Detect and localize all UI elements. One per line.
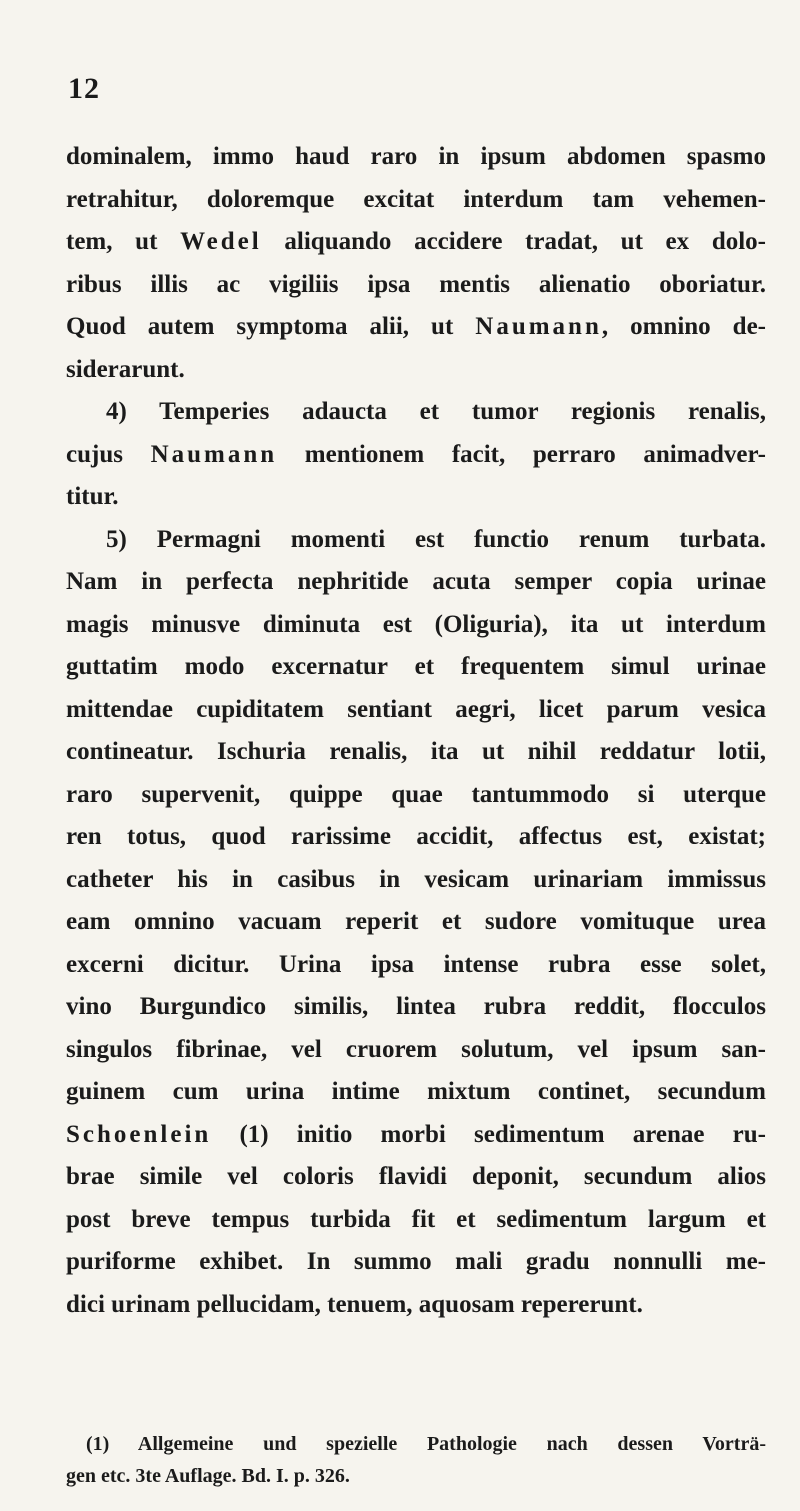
text-line <box>66 1199 766 1242</box>
text-line <box>66 434 766 477</box>
author-name: Naumann <box>475 313 602 340</box>
text-line <box>66 859 766 902</box>
text-run: dici urinam pellucidam, tenuem, aquosam repererunt. <box>66 1290 643 1318</box>
text-line <box>66 731 766 774</box>
text-line <box>66 1029 766 1072</box>
text-run: Quod autem symptoma alii, ut <box>66 313 476 340</box>
text-run: Nam in perfecta nephritide acuta semper copia urinae <box>66 568 766 595</box>
text-run: magis minusve diminuta est (Oliguria), ita ut interdum <box>66 610 766 638</box>
text-run: post breve tempus turbida fit et sedimentum largum et <box>66 1205 766 1233</box>
text-run: mittendae cupiditatem sentiant aegri, licet parum vesica <box>66 695 766 723</box>
text-line <box>66 1114 766 1157</box>
footnote-line: gen etc. 3te Auflage. Bd. I. p. 326. <box>66 1465 350 1487</box>
text-run: titur. <box>66 483 119 510</box>
text-run: excerni dicitur. Urina ipsa intense rubra esse solet, <box>66 950 766 978</box>
text-run: (1) initio morbi sedimentum arenae ru- <box>211 1120 766 1148</box>
text-line <box>66 136 766 179</box>
text-run: retrahitur, doloremque excitat interdum tam vehemen- <box>66 185 766 213</box>
author-name: Naumann <box>150 440 278 468</box>
text-run: vino Burgundico similis, lintea rubra reddit, flocculos <box>66 993 766 1020</box>
text-run: , omnino de- <box>601 313 766 340</box>
text-line <box>66 221 766 264</box>
text-run: guinem cum urina intime mixtum continet, secundum <box>66 1078 766 1105</box>
text-run: ribus illis ac vigiliis ipsa mentis alienatio oboriatur. <box>66 270 766 298</box>
text-line <box>66 901 766 944</box>
text-line <box>66 476 766 519</box>
text-line <box>66 689 766 732</box>
text-line <box>66 561 766 604</box>
page-number: 12 <box>68 72 100 105</box>
text-run: mentionem facit, perraro animadver- <box>277 440 766 468</box>
author-name: Schoenlein <box>66 1120 212 1148</box>
text-line <box>66 1156 766 1199</box>
text-run: 4) Temperies adaucta et tumor regionis renalis, <box>106 398 766 425</box>
text-line <box>66 986 766 1029</box>
text-line <box>66 646 766 689</box>
text-line <box>66 519 766 562</box>
text-run: puriforme exhibet. In summo mali gradu nonnulli me- <box>66 1248 766 1275</box>
text-line <box>66 306 766 349</box>
body-text <box>66 136 766 1326</box>
text-run: catheter his in casibus in vesicam urinariam immissus <box>66 865 766 893</box>
text-line <box>66 179 766 222</box>
text-run: cujus <box>66 440 151 468</box>
text-line <box>66 1241 766 1284</box>
text-run: 5) Permagni momenti est functio renum turbata. <box>106 525 766 553</box>
text-line <box>66 264 766 307</box>
text-run: aliquando accidere tradat, ut ex dolo- <box>261 228 766 255</box>
text-run: tem, ut <box>66 228 181 255</box>
text-line <box>66 816 766 859</box>
text-run: dominalem, immo haud raro in ipsum abdomen spasmo <box>66 143 766 170</box>
text-line <box>66 604 766 647</box>
text-run: singulos fibrinae, vel cruorem solutum, vel ipsum san- <box>66 1035 766 1063</box>
text-line <box>66 1071 766 1114</box>
text-line <box>66 774 766 817</box>
author-name: Wedel <box>180 228 262 255</box>
text-line <box>66 1284 766 1327</box>
text-run: brae simile vel coloris flavidi deponit, secundum alios <box>66 1163 766 1190</box>
text-run: contineatur. Ischuria renalis, ita ut nihil reddatur lotii, <box>66 738 766 765</box>
text-line <box>66 944 766 987</box>
footnote-line: (1) Allgemeine und spezielle Pathologie nach dessen Vorträ- <box>86 1433 766 1455</box>
text-run: raro supervenit, quippe quae tantummodo si uterque <box>66 780 766 808</box>
text-line <box>66 349 766 392</box>
text-run: eam omnino vacuam reperit et sudore vomituque urea <box>66 908 766 935</box>
text-run: guttatim modo excernatur et frequentem simul urinae <box>66 653 766 680</box>
footnote <box>66 1428 766 1492</box>
text-run: ren totus, quod rarissime accidit, affectus est, existat; <box>66 823 766 850</box>
text-line <box>66 391 766 434</box>
text-run: siderarunt. <box>66 355 185 383</box>
